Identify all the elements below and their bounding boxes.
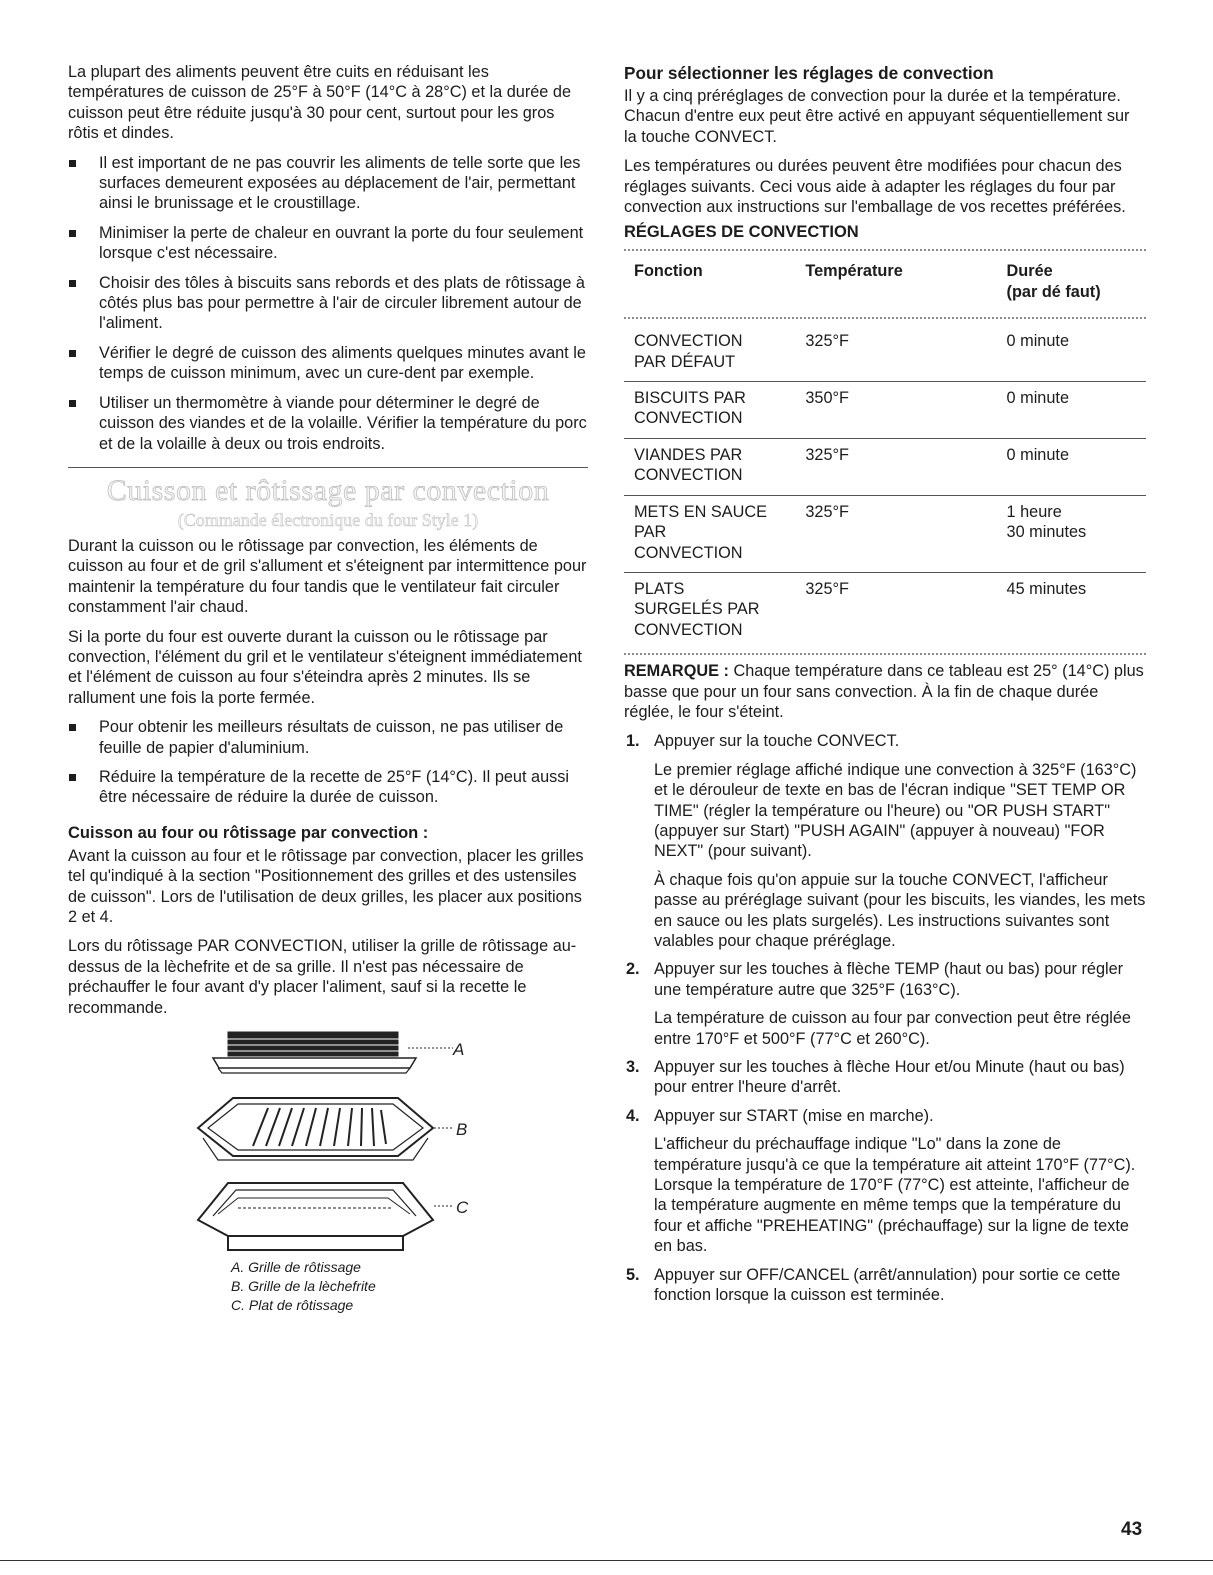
label-a: A bbox=[453, 1040, 465, 1060]
table-cell: 1 heure 30 minutes bbox=[1006, 502, 1087, 542]
tips-list bbox=[68, 717, 588, 808]
table-cell: 325°F bbox=[805, 445, 849, 464]
note-text: Chaque température dans ce tableau est 25° (14°C) plus basse que pour un four sans convection. À la fin de chaque durée réglée, le four s'éteint. bbox=[624, 662, 1144, 721]
table-cell: CONVECTION PAR DÉFAUT bbox=[634, 332, 743, 371]
step-item bbox=[624, 1057, 1146, 1098]
step-item bbox=[624, 1106, 1146, 1257]
caption-c: C. Plat de rôtissage bbox=[231, 1297, 354, 1314]
roasting-pan-drawing bbox=[198, 1183, 453, 1250]
list-item: Réduire la température de la recette de 25°F (14°C). Il peut aussi être nécessaire de réduire la durée de cuisson. bbox=[68, 767, 588, 808]
table-cell: 0 minute bbox=[1006, 445, 1069, 464]
table-row bbox=[624, 325, 1146, 382]
header-rule bbox=[624, 317, 1146, 319]
body-paragraph: Il y a cinq préréglages de convection pour la durée et la température. Chacun d'entre eux peut être activé en appuyant séquentiellement sur la touche CONVECT. bbox=[624, 87, 1130, 146]
table-cell: BISCUITS PAR CONVECTION bbox=[634, 389, 746, 428]
step-number: 5. bbox=[626, 1265, 640, 1284]
step-text: Appuyer sur START (mise en marche). bbox=[654, 1106, 934, 1125]
list-item: Pour obtenir les meilleurs résultats de cuisson, ne pas utiliser de feuille de papier d'aluminium. bbox=[68, 717, 588, 758]
note-label: REMARQUE : bbox=[624, 662, 729, 681]
roasting-rack-drawing bbox=[213, 1032, 453, 1073]
section-heading: Pour sélectionner les réglages de convection bbox=[624, 63, 994, 83]
body-paragraph: Si la porte du four est ouverte durant la cuisson ou le rôtissage par convection, l'élément du gril et le ventilateur s'éteignent immédiatement et l'élément de cuisson au four s'éteindra après 2 minutes. Ils se rallument une fois la porte fermée. bbox=[68, 627, 582, 707]
convection-settings-table bbox=[624, 249, 1146, 655]
steps-list bbox=[624, 731, 1146, 1305]
step-text: Appuyer sur les touches à flèche Hour et/ou Minute (haut ou bas) pour entrer l'heure d'arrêt. bbox=[654, 1058, 1125, 1097]
step-number: 1. bbox=[626, 732, 640, 751]
step-number: 3. bbox=[626, 1058, 640, 1077]
body-paragraph: Durant la cuisson ou le rôtissage par convection, les éléments de cuisson au four et de gril s'allument et s'éteignent par intermittence pour maintenir la température du four tandis que le ventilateur fait circuler constamment l'air chaud. bbox=[68, 536, 587, 617]
step-text: Appuyer sur les touches à flèche TEMP (haut ou bas) pour régler une température autre que 325°F (163°C). bbox=[654, 960, 1124, 999]
table-cell: 45 minutes bbox=[1006, 579, 1087, 598]
table-header-row bbox=[624, 257, 1146, 311]
step-item bbox=[624, 731, 1146, 951]
step-item bbox=[624, 959, 1146, 1049]
figure-captions bbox=[231, 1258, 588, 1315]
subsection-heading: Cuisson au four ou rôtissage par convection : bbox=[68, 823, 429, 842]
table-cell: VIANDES PAR CONVECTION bbox=[634, 445, 743, 485]
caption-a: A. Grille de rôtissage bbox=[231, 1259, 361, 1276]
broiler-grid-drawing bbox=[198, 1098, 453, 1160]
step-text: La température de cuisson au four par convection peut être réglée entre 170°F et 500°F (77°C et 260°C). bbox=[654, 1009, 1131, 1048]
section-title: Cuisson et rôtissage par convection bbox=[106, 473, 550, 507]
note-paragraph bbox=[624, 661, 1146, 722]
list-item: Vérifier le degré de cuisson des aliments quelques minutes avant le temps de cuisson minimum, avec un cure-dent par exemple. bbox=[68, 343, 588, 384]
label-c: C bbox=[456, 1198, 469, 1218]
list-item: Utiliser un thermomètre à viande pour déterminer le degré de cuisson des viandes et de la volaille. Vérifier la température du porc et de la volaille à deux ou trois endroits. bbox=[68, 393, 588, 454]
list-item: Choisir des tôles à biscuits sans rebords et des plats de rôtissage à côtés plus bas pour permettre à l'air de circuler librement autour de l'aliment. bbox=[68, 273, 588, 334]
table-cell: PLATS SURGELÉS PAR CONVECTION bbox=[634, 579, 760, 639]
step-number: 2. bbox=[626, 960, 640, 979]
table-cell: 325°F bbox=[805, 502, 849, 521]
table-title: RÉGLAGES DE CONVECTION bbox=[624, 223, 859, 242]
body-paragraph: Les températures ou durées peuvent être modifiées pour chacun des réglages suivants. Ceci vous aide à adapter les réglages du four par convection aux instructions sur l'emballage de vos recettes préférées. bbox=[624, 157, 1126, 217]
step-item bbox=[624, 1265, 1146, 1306]
divider bbox=[68, 467, 588, 468]
section-subtitle: (Commande électronique du four Style 1) bbox=[177, 509, 479, 530]
page-number: 43 bbox=[1121, 1519, 1143, 1540]
header-duree: Durée (par dé faut) bbox=[1006, 262, 1101, 301]
table-cell: METS EN SAUCE PAR CONVECTION bbox=[634, 502, 767, 562]
list-item: Il est important de ne pas couvrir les aliments de telle sorte que les surfaces demeurent exposées au déplacement de l'air, permettant ainsi le brunissage et le croustillage. bbox=[68, 153, 588, 214]
table-row bbox=[624, 573, 1146, 649]
intro-paragraph: La plupart des aliments peuvent être cuits en réduisant les températures de cuisson de 25°F à 50°F (14°C à 28°C) et la durée de cuisson peut être réduite jusqu'à 30 pour cent, surtout pour les gros rôtis et dindes. bbox=[68, 63, 571, 143]
table-cell: 0 minute bbox=[1006, 389, 1069, 408]
body-paragraph: Avant la cuisson au four et le rôtissage par convection, placer les grilles tel qu'indiqué à la section "Positionnement des grilles et des ustensiles de cuisson". Lors de l'utilisation de deux grilles, les placer aux positions 2 et 4. bbox=[68, 846, 584, 926]
pan-drawing bbox=[68, 1028, 588, 1258]
table-body bbox=[624, 325, 1146, 649]
body-paragraph: Lors du rôtissage PAR CONVECTION, utiliser la grille de rôtissage au-dessus de la lèchefrite et de sa grille. Il n'est pas nécessaire de préchauffer le four avant d'y placer l'aliment, sauf si la recette le recommande. bbox=[68, 937, 577, 1017]
header-temperature: Température bbox=[805, 262, 903, 281]
table-row bbox=[624, 382, 1146, 439]
step-text: À chaque fois qu'on appuie sur la touche CONVECT, l'afficheur passe au préréglage suivant (pour les biscuits, les viandes, les mets en sauce ou les plats surgelés). Les instructions suivantes sont valables pour chaque préréglage. bbox=[654, 870, 1146, 950]
step-text: Appuyer sur la touche CONVECT. bbox=[654, 732, 900, 751]
list-item: Minimiser la perte de chaleur en ouvrant la porte du four seulement lorsque c'est nécessaire. bbox=[68, 223, 588, 264]
table-row bbox=[624, 439, 1146, 496]
step-text: Le premier réglage affiché indique une convection à 325°F (163°C) et le dérouleur de texte en bas de l'écran indique "SET TEMP OR TIME" (régler la température ou l'heure) ou "OR PUSH START" (appuyer sur Start) "PUSH AGAIN" (appuyer à nouveau) "FOR NEXT" (pour suivant). bbox=[654, 760, 1137, 861]
step-text: Appuyer sur OFF/CANCEL (arrêt/annulation) pour sortie ce cette fonction lorsque la cuisson est terminée. bbox=[654, 1265, 1121, 1305]
step-number: 4. bbox=[626, 1106, 640, 1125]
bottom-rule bbox=[0, 1560, 1213, 1561]
table-row bbox=[624, 496, 1146, 573]
caption-b: B. Grille de la lèchefrite bbox=[231, 1278, 376, 1295]
right-column bbox=[624, 62, 1146, 1314]
header-fonction: Fonction bbox=[634, 262, 703, 281]
table-cell: 325°F bbox=[805, 579, 849, 598]
left-column bbox=[68, 62, 588, 1315]
step-text: L'afficheur du préchauffage indique "Lo" dans la zone de température jusqu'à ce que la température ait atteint 170°F (77°C). Lorsque la température de 170°F (77°C) est atteinte, l'afficheur de la température augmente en même temps que la température du four et affiche "PREHEATING" (préchauffage) sur la ligne de texte en bas. bbox=[654, 1135, 1136, 1256]
label-b: B bbox=[456, 1120, 468, 1140]
roasting-pan-illustration bbox=[68, 1028, 588, 1258]
tips-list bbox=[68, 153, 588, 454]
table-bottom-rule bbox=[624, 653, 1146, 655]
table-cell: 0 minute bbox=[1006, 332, 1069, 351]
table-top-rule bbox=[624, 249, 1146, 251]
table-cell: 350°F bbox=[805, 389, 849, 408]
table-cell: 325°F bbox=[805, 332, 849, 351]
